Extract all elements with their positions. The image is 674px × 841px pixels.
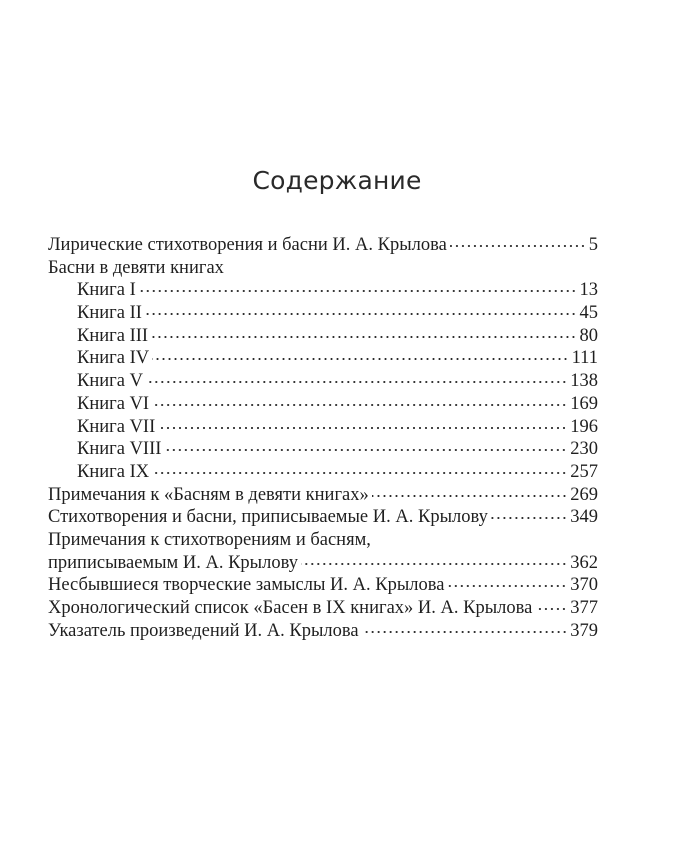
toc-entry-page: 196 [570,416,598,437]
leader-dots [145,312,577,316]
toc-entry[interactable] [48,484,598,507]
toc-entry-label: Лирические стихотворения и басни И. А. Крылова [48,235,447,255]
toc-entry[interactable] [48,302,598,325]
toc-entry-label: Указатель произведений И. А. Крылова [48,620,359,641]
toc-entry-label: Книга VI [77,393,150,414]
toc-entry-label: Несбывшиеся творческие замыслы И. А. Крылова [48,575,445,596]
toc-entry[interactable] [48,325,598,348]
leader-dots [450,244,586,248]
toc-entry-label: Примечания к «Басням в девяти книгах» [48,484,369,505]
toc-entry-page: 349 [570,507,598,528]
toc-entry[interactable] [48,597,598,620]
leader-dots [372,494,567,498]
toc-entry-page: 230 [570,439,598,460]
toc-entry-label: Книга VIII [77,439,162,460]
toc-entry[interactable] [48,574,598,597]
print-speck [626,656,632,658]
toc-entry[interactable] [48,506,598,529]
table-of-contents [48,234,598,642]
toc-entry[interactable] [48,279,598,302]
leader-dots [139,289,577,293]
toc-entry[interactable] [48,416,598,439]
toc-entry-label: Басни в девяти книгах [48,257,224,278]
toc-entry-label: Книга V [77,371,143,392]
leader-dots [164,448,567,452]
page-title: Содержание [252,166,422,195]
toc-entry-page: 138 [570,371,598,392]
toc-entry-page: 377 [570,598,598,618]
leader-dots [158,426,567,430]
toc-entry-label: Книга IX [77,461,150,482]
toc-entry[interactable] [48,347,598,370]
toc-entry-label: Примечания к стихотворениям и басням, [48,529,371,550]
toc-entry[interactable] [48,257,598,280]
leader-dots [491,516,567,520]
toc-entry-page: 80 [579,325,598,346]
toc-entry-label: Хронологический список «Басен в IX книгах» И. А. Крылова [48,598,533,618]
leader-dots [535,607,567,611]
toc-entry-label: Книга VII [77,416,156,437]
toc-entry-page: 13 [579,280,598,301]
toc-entry-page: 169 [570,393,598,414]
toc-entry-page: 45 [579,303,598,324]
leader-dots [152,357,569,361]
toc-entry-page: 269 [570,484,598,505]
toc-entry[interactable] [48,529,598,552]
toc-entry-page: 5 [588,235,598,255]
leader-dots [301,562,567,566]
toc-entry[interactable] [48,393,598,416]
toc-entry-page: 379 [570,620,598,641]
toc-entry-label: Книга IV [77,348,150,369]
leader-dots [152,471,567,475]
leader-dots [447,584,567,588]
leader-dots [146,380,567,384]
toc-entry[interactable] [48,370,598,393]
toc-entry[interactable] [48,234,598,257]
toc-entry-page: 370 [570,575,598,596]
toc-entry-page: 111 [571,348,598,369]
toc-entry[interactable] [48,461,598,484]
toc-entry-label: Книга I [77,280,136,301]
toc-entry[interactable] [48,438,598,461]
toc-entry[interactable] [48,552,598,575]
leader-dots [152,403,567,407]
toc-entry-page: 257 [570,461,598,482]
toc-entry-label: приписываемым И. А. Крылову [48,552,298,573]
toc-entry-label: Стихотворения и басни, приписываемые И. А. Крылову [48,507,488,528]
leader-dots [151,335,576,339]
toc-entry-page: 362 [570,552,598,573]
toc-entry-label: Книга II [77,303,142,324]
toc-entry-label: Книга III [77,325,149,346]
toc-entry[interactable] [48,620,598,643]
leader-dots [362,630,568,634]
